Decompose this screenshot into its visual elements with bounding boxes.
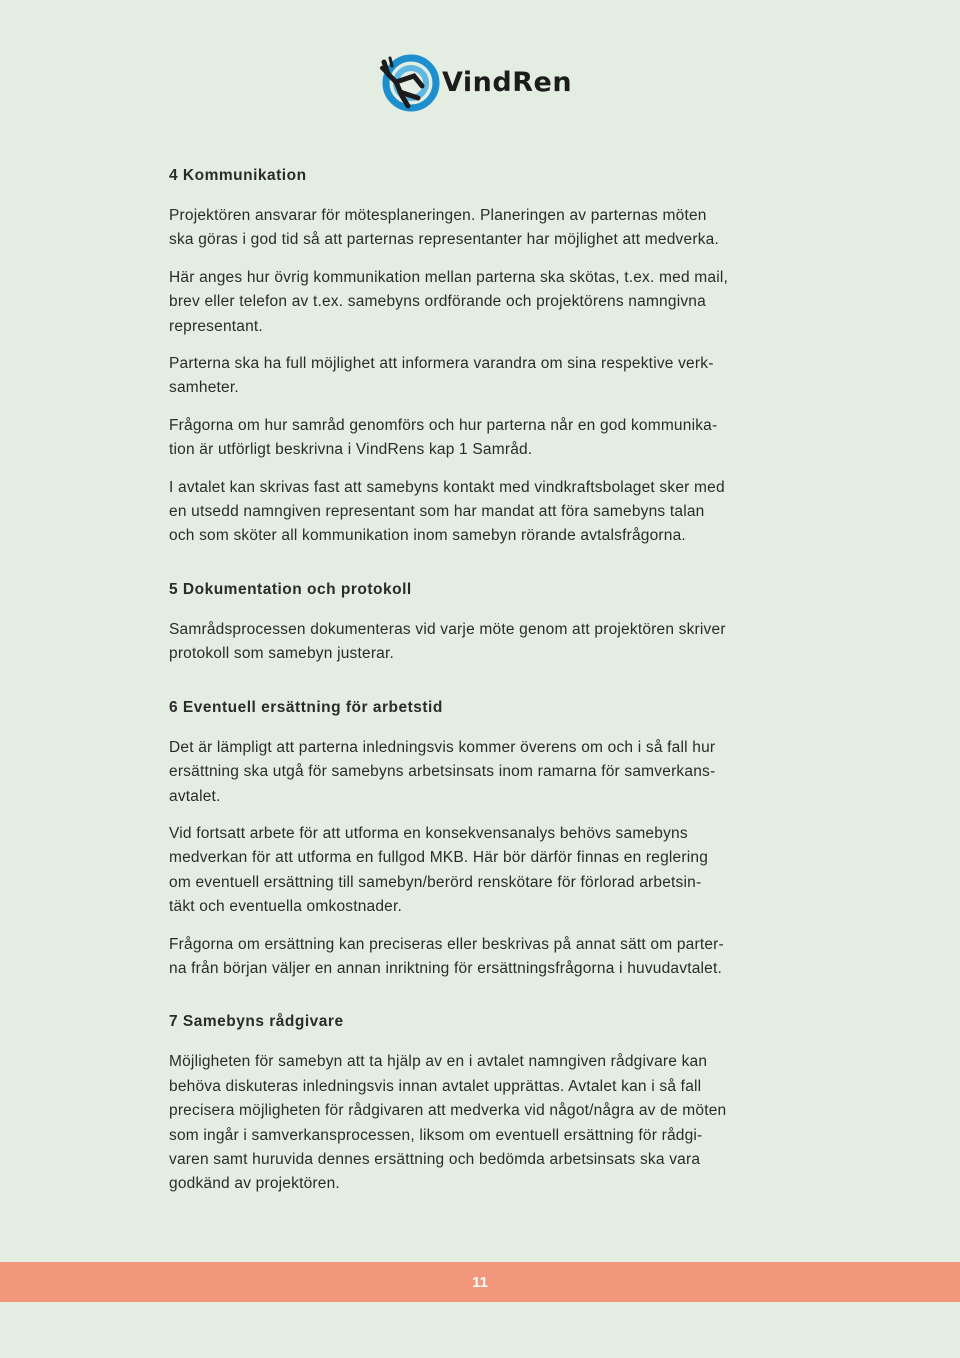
paragraph: Frågorna om ersättning kan preciseras eller beskrivas på annat sätt om parter- na från början väljer en annan inriktning för ersättningsfrågorna i huvudavtalet.	[169, 935, 724, 977]
paragraph: Möjligheten för samebyn att ta hjälp av en i avtalet namngiven rådgivare kan behöva diskuteras inledningsvis innan avtalet upprättas. Avtalet kan i så fall precisera möjligheten för rådgivaren att medverka vid något/några av de möten som ingår i samverkansprocessen, liksom om eventuell ersättning för rådgi- varen samt huruvida dennes ersättning och bedömda arbetsinsats ska vara godkänd av projektören.	[169, 1053, 727, 1193]
vindren-logo	[378, 52, 588, 114]
section-heading-kommunikation: 4 Kommunikation	[169, 167, 307, 184]
paragraph: Samrådsprocessen dokumenteras vid varje möte genom att projektören skriver protokoll som samebyn justerar.	[169, 620, 726, 663]
paragraph: I avtalet kan skrivas fast att samebyns kontakt med vindkraftsbolaget sker med en utsedd namngiven representant som har mandat att föra samebyns talan och som sköter all kommunikation inom samebyn rörande avtalsfrågorna.	[169, 478, 725, 545]
page-footer	[0, 1262, 960, 1302]
page-number: 11	[472, 1273, 488, 1291]
logo-text: VindRen	[442, 67, 573, 98]
paragraph: Projektören ansvarar för mötesplaneringen. Planeringen av parternas möten ska göras i god tid så att parternas representanter har möjlighet att medverka.	[169, 207, 719, 249]
section-heading-ersattning: 6 Eventuell ersättning för arbetstid	[169, 698, 443, 716]
paragraph: Vid fortsatt arbete för att utforma en konsekvensanalys behövs samebyns medverkan för att utforma en fullgod MKB. Här bör därför finnas en reglering om eventuell ersättning till samebyn/berörd renskötare för förlorad arbetsin- täkt och eventuella omkostnader.	[169, 824, 709, 916]
paragraph: Det är lämpligt att parterna inledningsvis kommer överens om och i så fall hur ersättning ska utgå för samebyns arbetsinsats inom ramarna för samverkans- avtalet.	[169, 738, 716, 805]
paragraph: Parterna ska ha full möjlighet att informera varandra om sina respektive verk- samheter.	[169, 355, 714, 397]
paragraph: Här anges hur övrig kommunikation mellan parterna ska skötas, t.ex. med mail, brev eller telefon av t.ex. samebyns ordförande och projektörens namngivna representant.	[169, 268, 728, 335]
section-heading-dokumentation: 5 Dokumentation och protokoll	[169, 580, 412, 598]
document-body	[169, 166, 799, 1197]
paragraph: Frågorna om hur samråd genomförs och hur parterna når en god kommunika- tion är utförligt beskrivna i VindRens kap 1 Samråd.	[169, 416, 718, 459]
section-heading-radgivare: 7 Samebyns rådgivare	[169, 1013, 344, 1031]
reindeer-wind-icon	[378, 52, 440, 114]
